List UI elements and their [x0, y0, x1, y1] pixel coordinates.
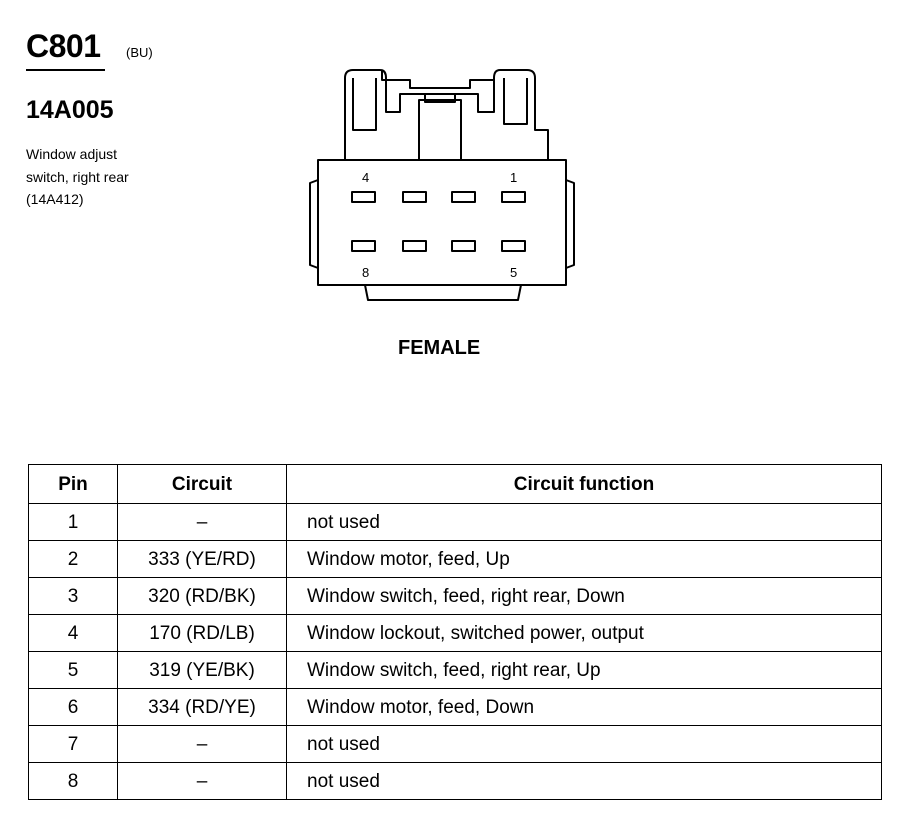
cell-function: not used [287, 763, 882, 800]
cell-circuit: 333 (YE/RD) [118, 541, 287, 578]
cell-pin: 8 [29, 763, 118, 800]
pin-label-top-right: 1 [510, 170, 518, 185]
connector-right-tab [566, 180, 574, 268]
cell-circuit: 170 (RD/LB) [118, 615, 287, 652]
cell-pin: 1 [29, 504, 118, 541]
cell-function: Window switch, feed, right rear, Up [287, 652, 882, 689]
pin-cavity-6 [452, 241, 475, 251]
column-header-function: Circuit function [287, 465, 882, 504]
table-row [29, 615, 882, 652]
cell-pin: 6 [29, 689, 118, 726]
cell-pin: 4 [29, 615, 118, 652]
cell-circuit: 320 (RD/BK) [118, 578, 287, 615]
table-row [29, 689, 882, 726]
cell-function: Window motor, feed, Down [287, 689, 882, 726]
pin-cavity-7 [403, 241, 426, 251]
table-header-row [29, 465, 882, 504]
cell-pin: 7 [29, 726, 118, 763]
pin-cavity-2 [452, 192, 475, 202]
cell-pin: 2 [29, 541, 118, 578]
connector-bottom-rail [365, 285, 521, 300]
connector-gender-label: FEMALE [398, 337, 481, 359]
column-header-pin: Pin [29, 465, 118, 504]
cell-pin: 5 [29, 652, 118, 689]
pinout-table [28, 464, 882, 800]
table-row [29, 578, 882, 615]
connector-center-key [419, 100, 461, 160]
pin-label-top-left: 4 [362, 170, 370, 185]
connector-face-diagram [0, 0, 900, 360]
connector-color-code: (BU) [126, 45, 153, 60]
table-row [29, 504, 882, 541]
description-line-3: (14A412) [26, 191, 84, 207]
cell-function: Window switch, feed, right rear, Down [287, 578, 882, 615]
description-line-2: switch, right rear [26, 169, 129, 185]
part-number: 14A005 [26, 96, 114, 124]
table-row [29, 763, 882, 800]
table-row [29, 541, 882, 578]
connector-left-latch [353, 78, 376, 130]
cell-circuit: – [118, 726, 287, 763]
pin-cavity-1 [502, 192, 525, 202]
cell-circuit: 319 (YE/BK) [118, 652, 287, 689]
connector-left-tab [310, 180, 318, 268]
column-header-circuit: Circuit [118, 465, 287, 504]
pin-label-bottom-right: 5 [510, 265, 518, 280]
cell-function: Window lockout, switched power, output [287, 615, 882, 652]
cell-circuit: – [118, 763, 287, 800]
pin-cavity-4 [352, 192, 375, 202]
table-row [29, 652, 882, 689]
connector-id: C801 [26, 28, 101, 64]
description-line-1: Window adjust [26, 146, 118, 162]
cell-function: not used [287, 726, 882, 763]
table-row [29, 726, 882, 763]
cell-circuit: – [118, 504, 287, 541]
cell-circuit: 334 (RD/YE) [118, 689, 287, 726]
pin-label-bottom-left: 8 [362, 265, 370, 280]
cell-pin: 3 [29, 578, 118, 615]
cell-function: not used [287, 504, 882, 541]
connector-top-latch [382, 70, 494, 88]
pin-cavity-8 [352, 241, 375, 251]
cell-function: Window motor, feed, Up [287, 541, 882, 578]
pin-cavity-3 [403, 192, 426, 202]
connector-right-latch [504, 78, 527, 124]
pin-cavity-5 [502, 241, 525, 251]
